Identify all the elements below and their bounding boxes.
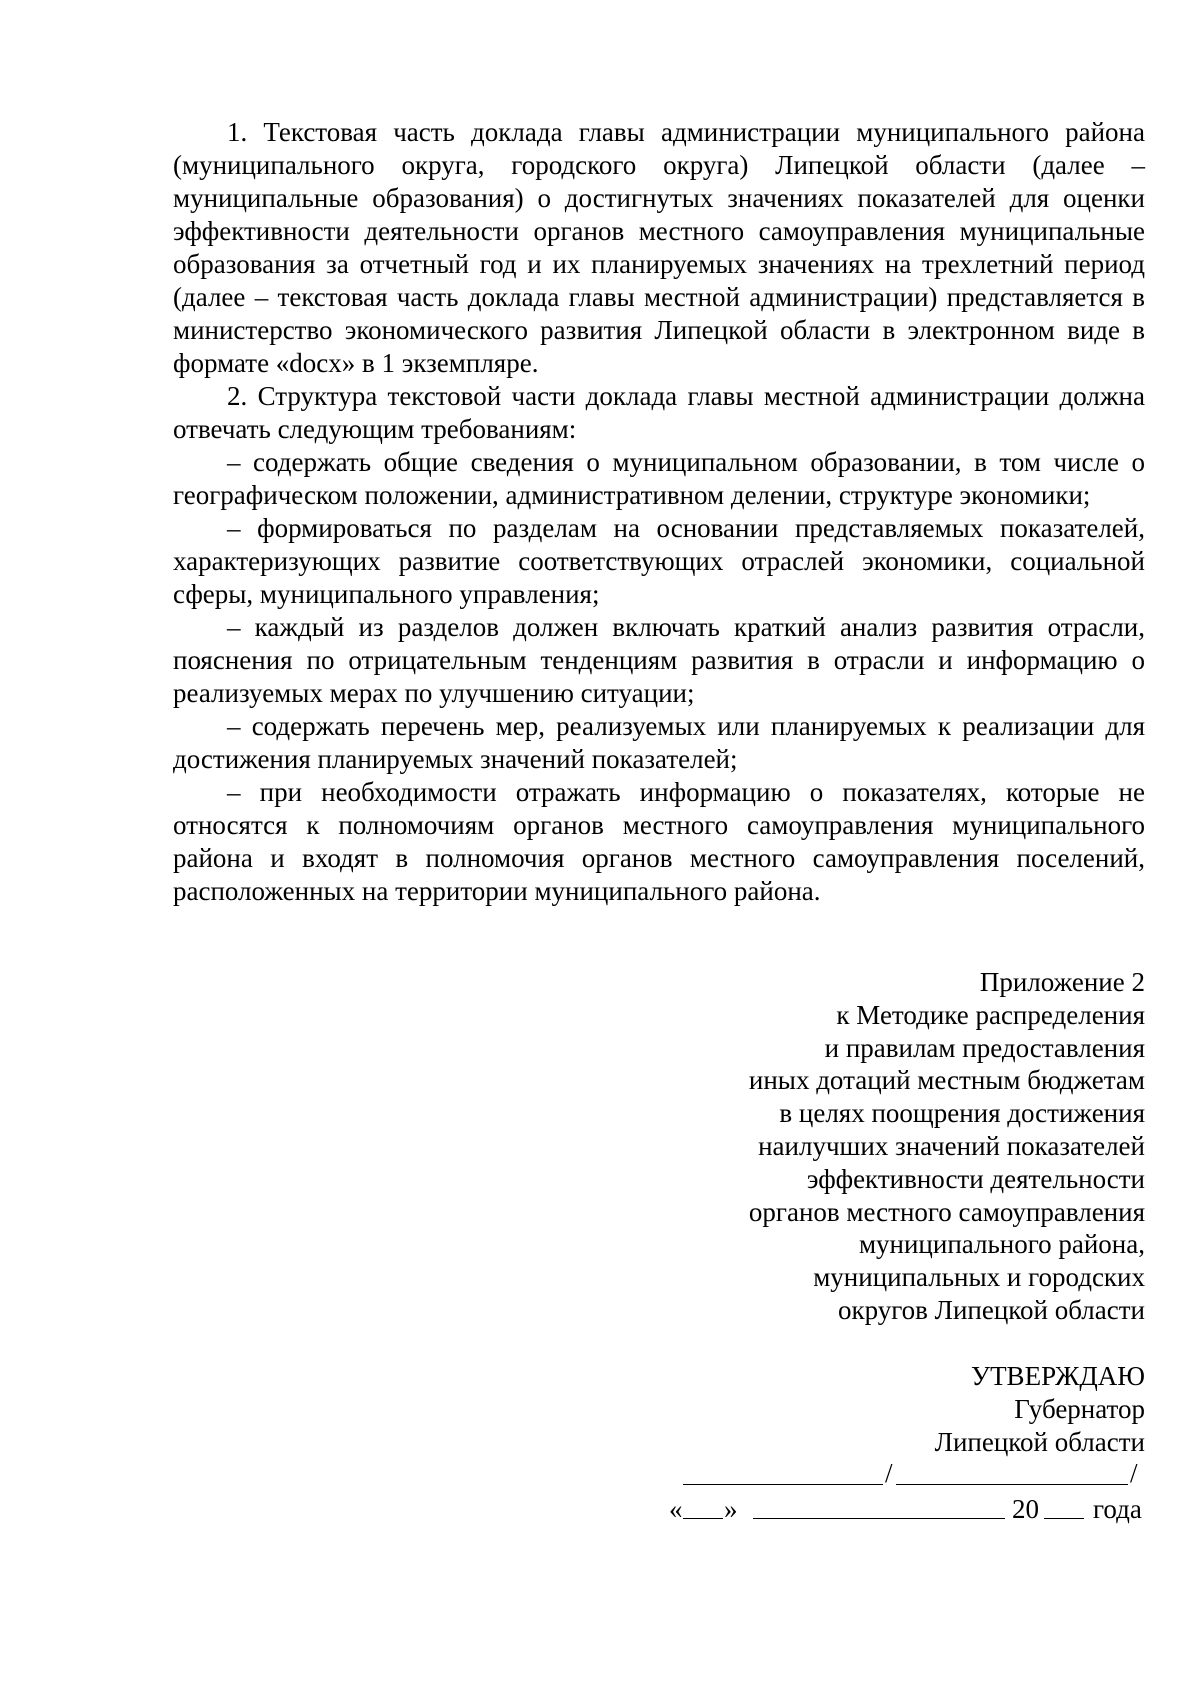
date-line: [600, 1494, 1145, 1528]
appendix-line: округов Липецкой области: [837, 1294, 1145, 1325]
appendix-line: Приложение 2: [979, 967, 1145, 997]
appendix-line: иных дотаций местным бюджетам: [748, 1065, 1145, 1096]
date-close-quote: »: [724, 1494, 738, 1524]
year-prefix: 20: [1012, 1494, 1039, 1524]
appendix-line: в целях поощрения достижения: [779, 1098, 1145, 1129]
requirement-item-3: – каждый из разделов должен включать краткий анализ развития отрасли, пояснения по отрицательным тенденциям развития в отрасли и информацию о реализуемых мерах по улучшению ситуации;: [173, 612, 1145, 708]
year-suffix: года: [1093, 1494, 1142, 1524]
appendix-line: эффективности деятельности: [806, 1163, 1145, 1194]
year-blank: [1044, 1494, 1084, 1519]
requirement-item-2: – формироваться по разделам на основании представляемых показателей, характеризующих развитие соответствующих отраслей экономики, социальной сферы, муниципального управления;: [173, 513, 1145, 609]
appendix-line: муниципальных и городских: [813, 1262, 1145, 1293]
approval-title: УТВЕРЖДАЮ: [970, 1361, 1145, 1391]
appendix-line: к Методике распределения: [836, 999, 1145, 1030]
signature-line: [600, 1460, 1145, 1494]
requirement-item-1: – содержать общие сведения о муниципальном образовании, в том числе о географическом положении, административном делении, структуре экономики;: [173, 447, 1145, 510]
month-blank: [753, 1494, 1005, 1519]
day-blank: [683, 1494, 723, 1519]
date-open-quote: «: [669, 1494, 683, 1524]
appendix-line: муниципального района,: [858, 1229, 1145, 1260]
document-body: [173, 116, 1145, 908]
approval-position: Губернатор: [1014, 1394, 1145, 1424]
signature-blank: [683, 1460, 883, 1485]
appendix-header: [585, 966, 1145, 1327]
appendix-line: органов местного самоуправления: [748, 1196, 1145, 1227]
paragraph-2: 2. Структура текстовой части доклада главы местной администрации должна отвечать следующим требованиям:: [173, 381, 1145, 444]
name-blank: [896, 1460, 1128, 1485]
appendix-line: наилучших значений показателей: [758, 1130, 1145, 1161]
signature-separator: /: [885, 1458, 893, 1488]
requirement-item-4: – содержать перечень мер, реализуемых или планируемых к реализации для достижения планируемых значений показателей;: [173, 711, 1145, 774]
approval-block: [585, 1360, 1145, 1459]
appendix-line: и правилам предоставления: [824, 1032, 1145, 1063]
approval-region: Липецкой области: [934, 1427, 1145, 1457]
signature-end: /: [1130, 1458, 1138, 1488]
paragraph-1: 1. Текстовая часть доклада главы администрации муниципального района (муниципального округа, городского округа) Липецкой области (далее – муниципальные образования) о достигнутых значениях показателей для оценки эффективности деятельности органов местного самоуправления муниципальные образования за отчетный год и их планируемых значениях на трехлетний период (далее – текстовая часть доклада главы местной администрации) представляется в министерство экономического развития Липецкой области в электронном виде в формате «docx» в 1 экземпляре.: [173, 117, 1145, 378]
requirement-item-5: – при необходимости отражать информацию о показателях, которые не относятся к полномочиям органов местного самоуправления муниципального района и входят в полномочия органов местного самоуправления поселений, расположенных на территории муниципального района.: [173, 777, 1145, 906]
